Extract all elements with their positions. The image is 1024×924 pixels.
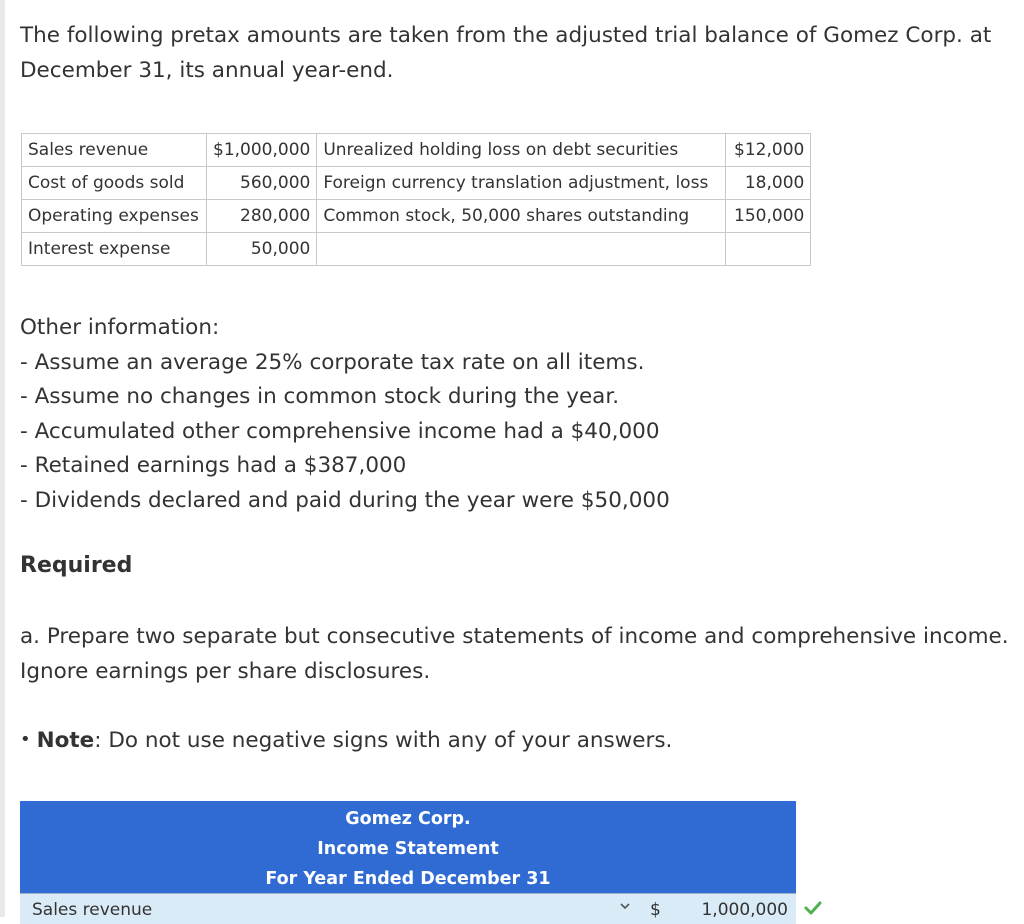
table-cell: 50,000 xyxy=(207,233,317,266)
other-info-item: - Dividends declared and paid during the year were $50,000 xyxy=(20,487,670,513)
account-select[interactable]: Sales revenue xyxy=(32,900,153,920)
table-cell: Interest expense xyxy=(22,233,207,266)
table-cell: Operating expenses xyxy=(22,200,207,233)
trial-balance-table xyxy=(21,133,811,266)
other-info-title: Other information: xyxy=(20,315,220,340)
table-cell: 18,000 xyxy=(726,167,811,200)
statement-period: For Year Ended December 31 xyxy=(265,869,551,889)
task-instructions: a. Prepare two separate but consecutive statements of income and comprehensive income. Ignore earnings per share disclosures. xyxy=(20,624,1009,684)
table-row xyxy=(22,134,811,167)
currency-symbol: $ xyxy=(650,900,661,920)
statement-header xyxy=(20,801,796,893)
other-info-item: - Assume an average 25% corporate tax rate on all items. xyxy=(20,349,645,375)
other-info-item: - Accumulated other comprehensive income had a $40,000 xyxy=(20,418,660,444)
table-cell: 280,000 xyxy=(207,200,317,233)
table-row xyxy=(22,167,811,200)
problem-intro: The following pretax amounts are taken from the adjusted trial balance of Gomez Corp. at December 31, its annual year-end. xyxy=(20,23,992,83)
amount-input[interactable]: 1,000,000 xyxy=(701,900,788,920)
table-cell: $1,000,000 xyxy=(207,134,317,167)
statement-title: Income Statement xyxy=(317,839,499,859)
required-heading: Required xyxy=(20,553,133,578)
checkmark-icon xyxy=(803,899,823,917)
table-row xyxy=(22,233,811,266)
table-cell xyxy=(317,233,726,266)
note xyxy=(20,723,920,759)
other-info-item: - Assume no changes in common stock during the year. xyxy=(20,384,620,409)
table-cell: Common stock, 50,000 shares outstanding xyxy=(317,200,726,233)
table-cell: Sales revenue xyxy=(22,134,207,167)
bullet-icon: • xyxy=(20,729,31,750)
table-cell: 150,000 xyxy=(726,200,811,233)
table-cell: $12,000 xyxy=(726,134,811,167)
note-label: Note xyxy=(36,728,95,753)
note-text: : Do not use negative signs with any of your answers. xyxy=(94,728,673,753)
chevron-down-icon[interactable] xyxy=(620,901,630,911)
table-cell: Foreign currency translation adjustment, loss xyxy=(317,167,726,200)
table-cell: 560,000 xyxy=(207,167,317,200)
left-gutter xyxy=(0,0,5,917)
other-information xyxy=(20,311,920,518)
other-info-item: - Retained earnings had a $387,000 xyxy=(20,453,407,478)
table-cell xyxy=(726,233,811,266)
table-cell: Unrealized holding loss on debt securities xyxy=(317,134,726,167)
company-name: Gomez Corp. xyxy=(345,809,471,829)
statement-row xyxy=(20,893,796,924)
table-row xyxy=(22,200,811,233)
table-cell: Cost of goods sold xyxy=(22,167,207,200)
